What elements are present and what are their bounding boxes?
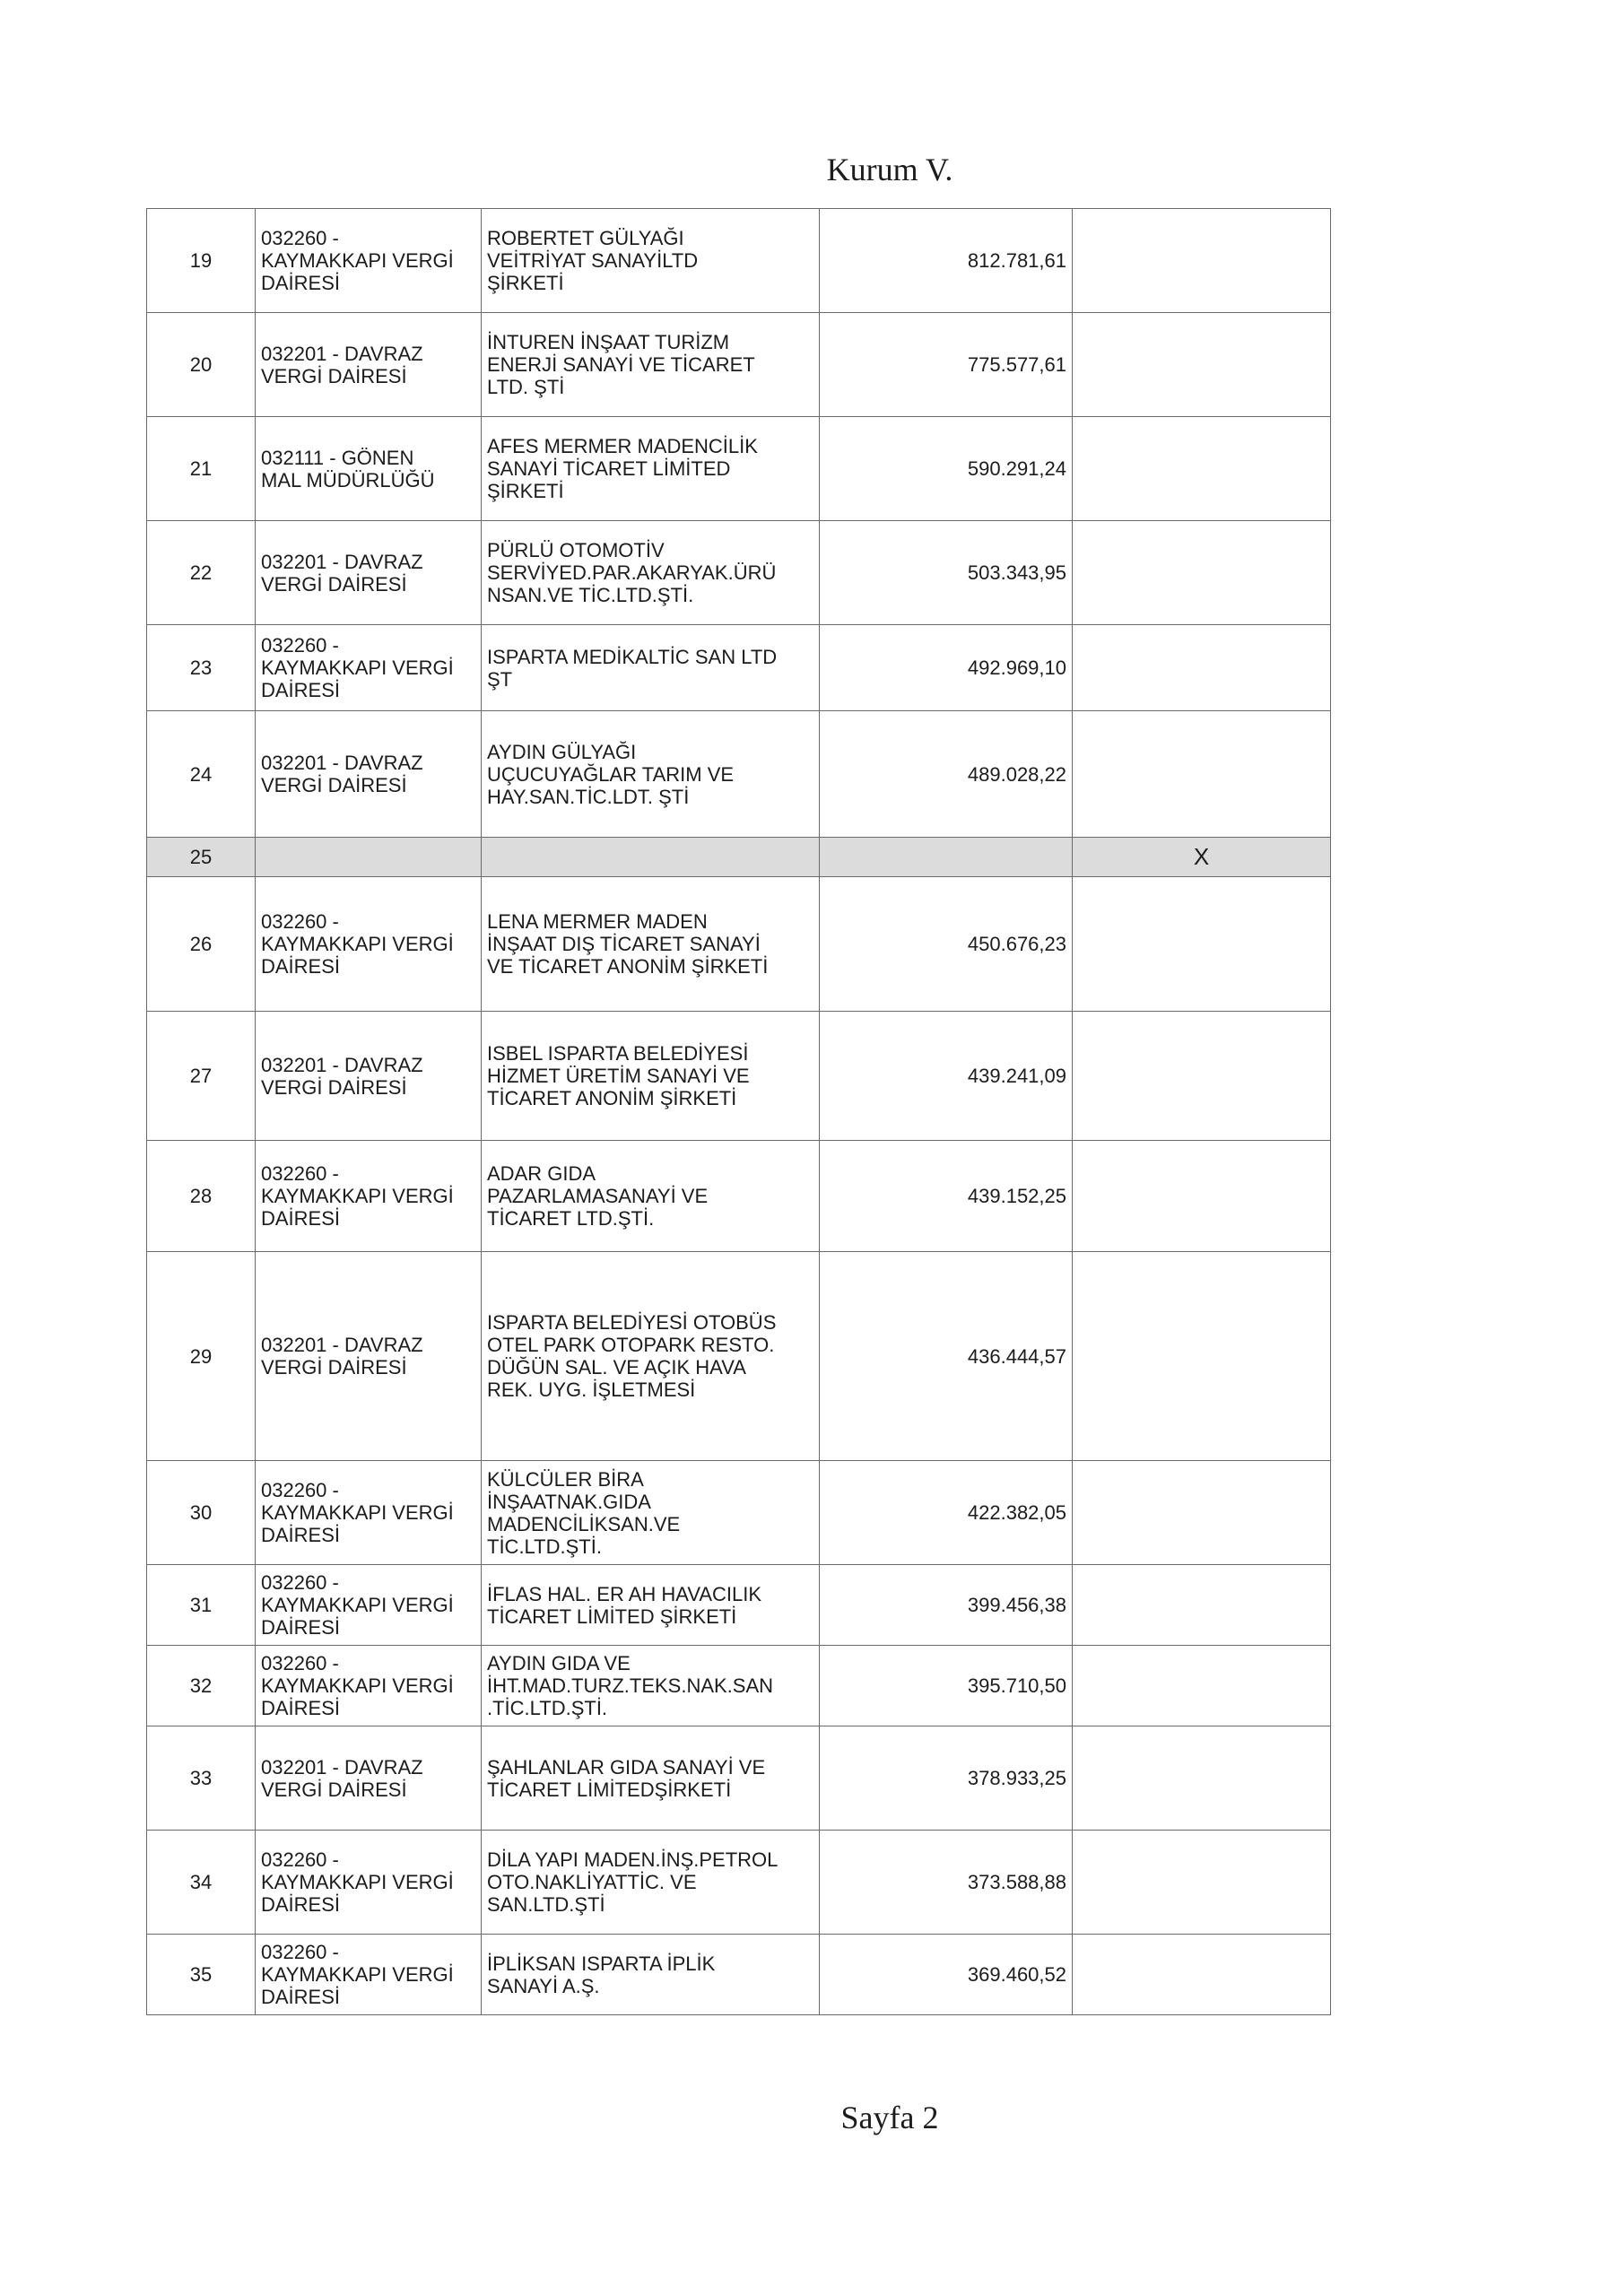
company-name-cell: İFLAS HAL. ER AH HAVACILIK TİCARET LİMİTED ŞİRKETİ xyxy=(482,1565,820,1646)
amount-cell: 492.969,10 xyxy=(820,625,1073,711)
row-number-cell: 29 xyxy=(147,1252,256,1461)
row-mark-cell xyxy=(1073,625,1331,711)
tax-office-cell: 032201 - DAVRAZ VERGİ DAİRESİ xyxy=(256,521,482,625)
row-mark-cell xyxy=(1073,711,1331,838)
amount-cell: 369.460,52 xyxy=(820,1935,1073,2015)
tax-office-cell: 032260 - KAYMAKKAPI VERGİ DAİRESİ xyxy=(256,209,482,313)
row-mark-cell xyxy=(1073,521,1331,625)
row-number-cell: 33 xyxy=(147,1726,256,1831)
table-row xyxy=(147,521,1331,625)
table-row xyxy=(147,877,1331,1012)
table-row-excluded xyxy=(147,838,1331,877)
table-row xyxy=(147,1646,1331,1726)
row-mark-cell xyxy=(1073,1012,1331,1141)
row-number-cell: 32 xyxy=(147,1646,256,1726)
amount-cell: 775.577,61 xyxy=(820,313,1073,417)
tax-office-cell: 032260 - KAYMAKKAPI VERGİ DAİRESİ xyxy=(256,1461,482,1565)
row-mark-cell xyxy=(1073,1935,1331,2015)
amount-cell: 436.444,57 xyxy=(820,1252,1073,1461)
table-row xyxy=(147,711,1331,838)
table-body xyxy=(147,209,1331,2015)
amount-cell: 590.291,24 xyxy=(820,417,1073,521)
table-row xyxy=(147,1012,1331,1141)
tax-office-cell: 032201 - DAVRAZ VERGİ DAİRESİ xyxy=(256,313,482,417)
row-number-cell: 28 xyxy=(147,1141,256,1252)
amount-cell: 439.152,25 xyxy=(820,1141,1073,1252)
row-number-cell: 22 xyxy=(147,521,256,625)
table-row xyxy=(147,1461,1331,1565)
company-name-cell: ŞAHLANLAR GIDA SANAYİ VE TİCARET LİMİTEDŞİRKETİ xyxy=(482,1726,820,1831)
row-mark-cell xyxy=(1073,1646,1331,1726)
tax-office-cell xyxy=(256,838,482,877)
amount-cell: 373.588,88 xyxy=(820,1831,1073,1935)
row-number-cell: 34 xyxy=(147,1831,256,1935)
row-number-cell: 23 xyxy=(147,625,256,711)
company-name-cell: AYDIN GIDA VE İHT.MAD.TURZ.TEKS.NAK.SAN .TİC.LTD.ŞTİ. xyxy=(482,1646,820,1726)
company-name-cell: ADAR GIDA PAZARLAMASANAYİ VE TİCARET LTD.ŞTİ. xyxy=(482,1141,820,1252)
table-row xyxy=(147,1252,1331,1461)
amount-cell: 378.933,25 xyxy=(820,1726,1073,1831)
row-mark-cell xyxy=(1073,209,1331,313)
row-mark-cell xyxy=(1073,313,1331,417)
company-name-cell: AYDIN GÜLYAĞI UÇUCUYAĞLAR TARIM VE HAY.SAN.TİC.LDT. ŞTİ xyxy=(482,711,820,838)
amount-cell: 503.343,95 xyxy=(820,521,1073,625)
row-number-cell: 31 xyxy=(147,1565,256,1646)
company-name-cell: PÜRLÜ OTOMOTİV SERVİYED.PAR.AKARYAK.ÜRÜ NSAN.VE TİC.LTD.ŞTİ. xyxy=(482,521,820,625)
company-name-cell: AFES MERMER MADENCİLİK SANAYİ TİCARET LİMİTED ŞİRKETİ xyxy=(482,417,820,521)
table-row xyxy=(147,209,1331,313)
company-name-cell: ISBEL ISPARTA BELEDİYESİ HİZMET ÜRETİM SANAYİ VE TİCARET ANONİM ŞİRKETİ xyxy=(482,1012,820,1141)
company-name-cell xyxy=(482,838,820,877)
company-name-cell: İNTUREN İNŞAAT TURİZM ENERJİ SANAYİ VE TİCARET LTD. ŞTİ xyxy=(482,313,820,417)
company-name-cell: DİLA YAPI MADEN.İNŞ.PETROL OTO.NAKLİYATTİC. VE SAN.LTD.ŞTİ xyxy=(482,1831,820,1935)
company-name-cell: ROBERTET GÜLYAĞI VEİTRİYAT SANAYİLTD ŞİRKETİ xyxy=(482,209,820,313)
tax-office-cell: 032260 - KAYMAKKAPI VERGİ DAİRESİ xyxy=(256,1831,482,1935)
tax-office-cell: 032260 - KAYMAKKAPI VERGİ DAİRESİ xyxy=(256,877,482,1012)
row-number-cell: 25 xyxy=(147,838,256,877)
tax-office-cell: 032201 - DAVRAZ VERGİ DAİRESİ xyxy=(256,1726,482,1831)
row-number-cell: 26 xyxy=(147,877,256,1012)
row-mark-cell xyxy=(1073,1831,1331,1935)
table-row xyxy=(147,1831,1331,1935)
company-name-cell: ISPARTA MEDİKALTİC SAN LTD ŞT xyxy=(482,625,820,711)
tax-office-cell: 032201 - DAVRAZ VERGİ DAİRESİ xyxy=(256,1252,482,1461)
table-row xyxy=(147,1565,1331,1646)
row-number-cell: 20 xyxy=(147,313,256,417)
page-number: Sayfa 2 xyxy=(840,2100,939,2135)
amount-cell: 395.710,50 xyxy=(820,1646,1073,1726)
tax-office-cell: 032260 - KAYMAKKAPI VERGİ DAİRESİ xyxy=(256,1141,482,1252)
row-number-cell: 19 xyxy=(147,209,256,313)
amount-cell: 399.456,38 xyxy=(820,1565,1073,1646)
company-name-cell: LENA MERMER MADEN İNŞAAT DIŞ TİCARET SANAYİ VE TİCARET ANONİM ŞİRKETİ xyxy=(482,877,820,1012)
row-mark-cell xyxy=(1073,1726,1331,1831)
row-mark-cell xyxy=(1073,1141,1331,1252)
tax-office-cell: 032201 - DAVRAZ VERGİ DAİRESİ xyxy=(256,711,482,838)
taxpayer-table xyxy=(146,208,1331,2015)
table-row xyxy=(147,1935,1331,2015)
tax-office-cell: 032201 - DAVRAZ VERGİ DAİRESİ xyxy=(256,1012,482,1141)
table-row xyxy=(147,625,1331,711)
tax-office-cell: 032260 - KAYMAKKAPI VERGİ DAİRESİ xyxy=(256,1565,482,1646)
amount-cell: 489.028,22 xyxy=(820,711,1073,838)
table-row xyxy=(147,1726,1331,1831)
row-mark-cell xyxy=(1073,877,1331,1012)
row-mark-cell xyxy=(1073,417,1331,521)
row-number-cell: 21 xyxy=(147,417,256,521)
row-mark-cell: X xyxy=(1073,838,1331,877)
amount-cell: 450.676,23 xyxy=(820,877,1073,1012)
row-mark-cell xyxy=(1073,1565,1331,1646)
company-name-cell: İPLİKSAN ISPARTA İPLİK SANAYİ A.Ş. xyxy=(482,1935,820,2015)
amount-cell: 812.781,61 xyxy=(820,209,1073,313)
amount-cell: 422.382,05 xyxy=(820,1461,1073,1565)
row-number-cell: 30 xyxy=(147,1461,256,1565)
amount-cell xyxy=(820,838,1073,877)
tax-office-cell: 032260 - KAYMAKKAPI VERGİ DAİRESİ xyxy=(256,625,482,711)
row-number-cell: 24 xyxy=(147,711,256,838)
tax-office-cell: 032111 - GÖNEN MAL MÜDÜRLÜĞÜ xyxy=(256,417,482,521)
tax-office-cell: 032260 - KAYMAKKAPI VERGİ DAİRESİ xyxy=(256,1646,482,1726)
amount-cell: 439.241,09 xyxy=(820,1012,1073,1141)
row-number-cell: 27 xyxy=(147,1012,256,1141)
page-header-title: Kurum V. xyxy=(826,152,953,187)
row-number-cell: 35 xyxy=(147,1935,256,2015)
row-mark-cell xyxy=(1073,1461,1331,1565)
table-row xyxy=(147,313,1331,417)
table-row xyxy=(147,417,1331,521)
tax-office-cell: 032260 - KAYMAKKAPI VERGİ DAİRESİ xyxy=(256,1935,482,2015)
company-name-cell: ISPARTA BELEDİYESİ OTOBÜS OTEL PARK OTOPARK RESTO. DÜĞÜN SAL. VE AÇIK HAVA REK. UYG. İŞLETMESİ xyxy=(482,1252,820,1461)
table-row xyxy=(147,1141,1331,1252)
company-name-cell: KÜLCÜLER BİRA İNŞAATNAK.GIDA MADENCİLİKSAN.VE TİC.LTD.ŞTİ. xyxy=(482,1461,820,1565)
row-mark-cell xyxy=(1073,1252,1331,1461)
